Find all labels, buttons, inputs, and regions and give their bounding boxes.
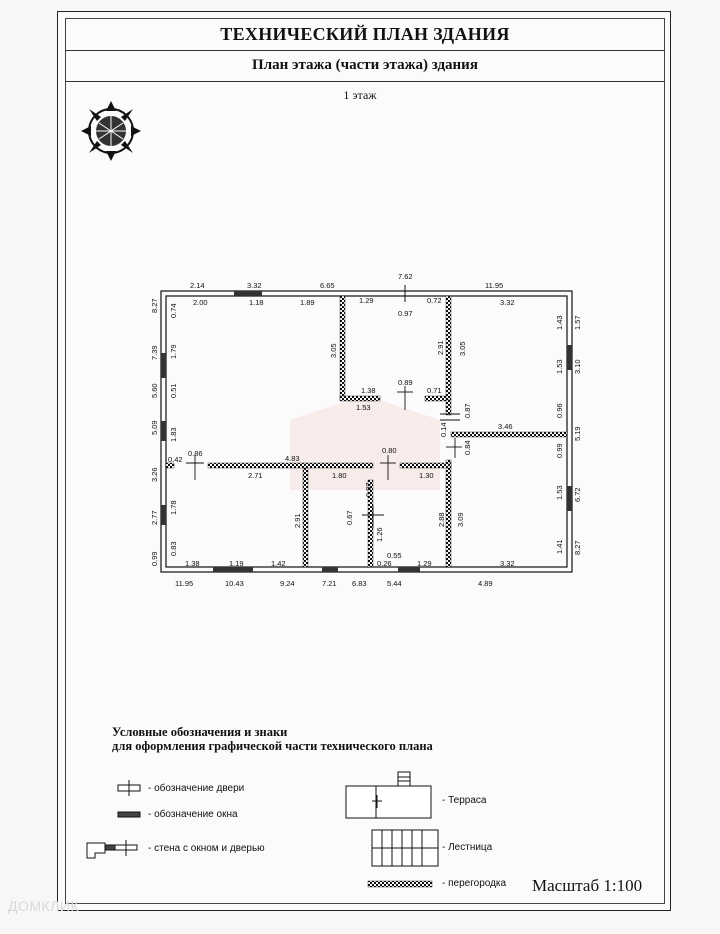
dim-top-inner: 1.29 <box>359 296 374 305</box>
dim-interior: 3.05 <box>329 343 338 358</box>
dim-right-outer: 6.72 <box>573 487 582 502</box>
dim-bottom-outer: 7.21 <box>322 579 337 588</box>
dim-top-inner: 3.32 <box>500 298 515 307</box>
dim-top-inner: 0.72 <box>427 296 442 305</box>
dim-bottom-outer: 10.43 <box>225 579 244 588</box>
dim-top-inner: 2.00 <box>193 298 208 307</box>
dim-top-outer: 3.32 <box>247 281 262 290</box>
dim-interior: 0.14 <box>439 422 448 437</box>
dim-bottom-outer: 6.83 <box>352 579 367 588</box>
dim-interior: 0.86 <box>188 449 203 458</box>
dim-right-inner: 0.96 <box>555 403 564 418</box>
dim-interior: 0.87 <box>463 403 472 418</box>
dim-interior: 1.53 <box>356 403 371 412</box>
partition-legend-icon <box>368 881 432 887</box>
dim-top-outer: 2.14 <box>190 281 205 290</box>
dim-interior: 0.42 <box>168 455 183 464</box>
dim-interior: 2.91 <box>293 513 302 528</box>
legend-partition-label: - перегородка <box>442 878 507 889</box>
legend-subheading: для оформления графической части технического плана <box>112 739 433 753</box>
dim-left-outer: 5.60 <box>150 383 159 398</box>
legend-heading: Условные обозначения и знаки <box>112 725 288 739</box>
dim-left-outer: 2.77 <box>150 510 159 525</box>
wall-legend-icon <box>87 840 137 858</box>
dim-bottom-outer: 11.95 <box>175 579 194 588</box>
dim-bottom-inner: 1.29 <box>417 559 432 568</box>
dim-interior: 3.09 <box>456 512 465 527</box>
entrance-door-icon <box>397 285 413 302</box>
dim-left-outer: 7.39 <box>150 345 159 360</box>
stairs-legend-icon <box>372 830 438 866</box>
dim-bottom-inner: 1.19 <box>229 559 244 568</box>
dim-right-outer: 3.10 <box>573 359 582 374</box>
dim-interior: 2.88 <box>437 512 446 527</box>
dim-right-outer: 8.27 <box>573 540 582 555</box>
dim-interior: 1.26 <box>375 527 384 542</box>
dim-right-inner: 1.41 <box>555 539 564 554</box>
watermark-logo: ДОМКЛИК <box>8 898 80 914</box>
dim-right-outer: 5.19 <box>573 426 582 441</box>
dim-top-outer: 7.62 <box>398 272 413 281</box>
dim-left-outer: 5.09 <box>150 420 159 435</box>
dim-top-outer: 11.95 <box>485 281 504 290</box>
legend-wall-label: - стена с окном и дверью <box>148 843 265 854</box>
dim-left-inner: 0.51 <box>169 383 178 398</box>
dim-right-inner: 1.53 <box>555 485 564 500</box>
legend-symbols <box>87 772 438 887</box>
dim-bottom-inner: 1.38 <box>185 559 200 568</box>
dim-left-inner: 0.83 <box>169 541 178 556</box>
dim-interior: 2.91 <box>436 340 445 355</box>
dim-interior: 3.46 <box>498 422 513 431</box>
dim-interior: 0.80 <box>382 446 397 455</box>
dim-top-inner: 0.97 <box>398 309 413 318</box>
dim-bottom-inner: 1.42 <box>271 559 286 568</box>
dim-interior: 0.89 <box>398 378 413 387</box>
dim-top-outer: 6.65 <box>320 281 335 290</box>
document-title: ТЕХНИЧЕСКИЙ ПЛАН ЗДАНИЯ <box>65 18 665 51</box>
legend-terrace-label: - Терраса <box>442 795 487 806</box>
dim-bottom-outer: 5.44 <box>387 579 402 588</box>
dim-interior: 0.71 <box>427 386 442 395</box>
dim-interior: 1.80 <box>332 471 347 480</box>
dim-left-outer: 8.27 <box>150 298 159 313</box>
dim-left-outer: 0.99 <box>150 551 159 566</box>
dim-bottom-inner: 0.26 <box>377 559 392 568</box>
dim-interior: 2.71 <box>248 471 263 480</box>
dim-top-inner: 1.18 <box>249 298 264 307</box>
dim-right-outer: 1.57 <box>573 315 582 330</box>
door-legend-icon <box>118 780 140 796</box>
window-legend-icon <box>118 812 140 817</box>
legend-window-label: - обозначение окна <box>148 809 238 820</box>
dim-interior: 0.97 <box>364 482 373 497</box>
dim-right-inner: 1.53 <box>555 359 564 374</box>
dim-left-inner: 1.78 <box>169 500 178 515</box>
scale-label: Масштаб 1:100 <box>532 876 643 895</box>
dim-interior: 1.38 <box>361 386 376 395</box>
dim-left-inner: 1.79 <box>169 344 178 359</box>
document-subtitle: План этажа (части этажа) здания <box>65 51 665 82</box>
dim-interior: 1.30 <box>419 471 434 480</box>
dim-left-inner: 1.83 <box>169 427 178 442</box>
dim-interior: 0.67 <box>345 510 354 525</box>
floor-label: 1 этаж <box>343 88 377 102</box>
dim-bottom-outer: 9.24 <box>280 579 295 588</box>
dim-left-inner: 0.74 <box>169 303 178 318</box>
dim-bottom-outer: 4.89 <box>478 579 493 588</box>
dim-right-inner: 1.43 <box>555 315 564 330</box>
dim-interior: 4.83 <box>285 454 300 463</box>
dim-bottom-inner: 0.55 <box>387 551 402 560</box>
dim-top-inner: 1.89 <box>300 298 315 307</box>
dim-interior: 3.05 <box>458 341 467 356</box>
dim-bottom-inner: 3.32 <box>500 559 515 568</box>
compass-rose-icon <box>81 101 141 161</box>
terrace-legend-icon <box>346 772 431 818</box>
dim-right-inner: 0.99 <box>555 443 564 458</box>
legend-door-label: - обозначение двери <box>148 783 245 794</box>
legend-stairs-label: - Лестница <box>442 842 493 853</box>
dim-left-outer: 3.26 <box>150 467 159 482</box>
dim-interior: 0.84 <box>463 440 472 455</box>
